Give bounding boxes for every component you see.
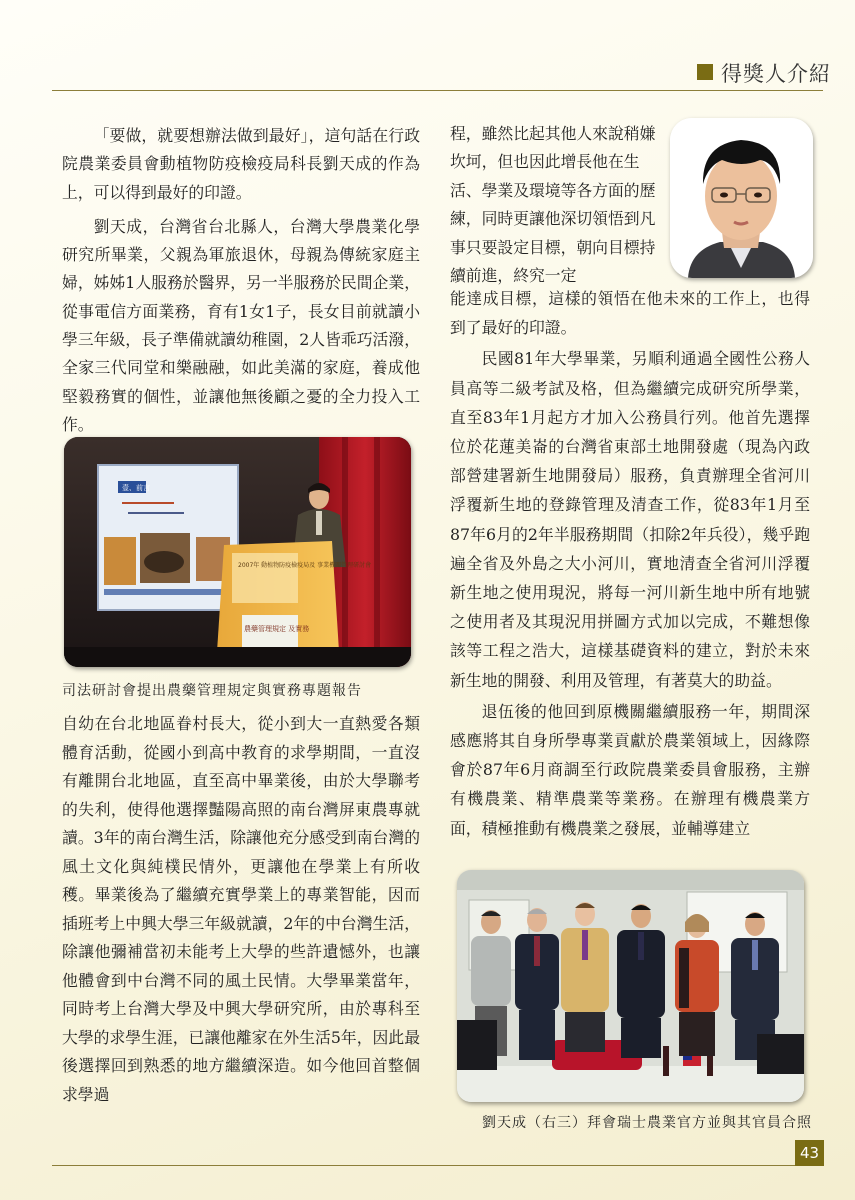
photo-group bbox=[457, 870, 804, 1102]
paragraph: 退伍後的他回到原機關繼續服務一年，期間深感應將其自身所學專業貢獻於農業領域上，因緣際會於87年6月商調至行政院農業委員會服務，主辦有機農業、精準農業等業務。在辦理有機農業方面，積極推動有機農業之發展，並輔導建立 bbox=[450, 701, 810, 838]
right-column-main bbox=[450, 284, 810, 843]
page-number: 43 bbox=[795, 1140, 824, 1166]
paragraph-continuation: 能達成目標，這樣的領悟在他未來的工作上，也得到了最好的印證。 bbox=[450, 289, 810, 338]
podium-text: 2007年 動植物防疫檢疫局及 事業機關管理研討會 bbox=[238, 562, 372, 569]
left-column-lower bbox=[62, 710, 420, 1109]
section-title: 得獎人介紹 bbox=[721, 62, 831, 86]
right-column-wrap-text: 程，雖然比起其他人來說稍嫌坎坷，但也因此增長他在生活、學業及環境等各方面的歷練，同時更讓他深切領悟到凡事只要設定目標，朝向目標持續前進，終究一定 bbox=[450, 124, 656, 286]
footer-divider bbox=[52, 1165, 823, 1166]
header-divider bbox=[52, 90, 823, 91]
paragraph: 自幼在台北地區眷村長大，從小到大一直熱愛各類體育活動，從國小到高中教育的求學期間，一直沒有離開台北地區，直至高中畢業後，由於大學聯考的失利，使得他選擇豔陽高照的南台灣屏東農專就讀。3年的南台灣生活，除讓他充分感受到南台灣的風土文化與純樸民情外，更讓他在學業上有所收穫。畢業後為了繼續充實學業上的專業智能，因而插班考上中興大學三年級就讀，2年的中台灣生活，除讓他彌補當初未能考上大學的些許遺憾外，也讓他體會到中台灣不同的風土民情。大學畢業當年，同時考上台灣大學及中興大學研究所，由於專科至大學的求學生涯，已讓他離家在外生活5年，因此最後選擇回到熟悉的地方繼續深造。如今他回首整個求學過 bbox=[62, 714, 420, 1104]
paragraph: 「要做，就要想辦法做到最好」，這句話在行政院農業委員會動植物防疫檢疫局科長劉天成的作為上，可以得到最好的印證。 bbox=[62, 126, 420, 202]
paragraph: 民國81年大學畢業，另順利通過全國性公務人員高等二級考試及格，但為繼續完成研究所學業，直至83年1月起方才加入公務員行列。他首先選擇位於花蓮美崙的台灣省東部土地開發處（現為內政部營建署新生地開發局）服務，負責辦理全省河川浮覆新生地的登錄管理及清查工作，從83年1月至87年6月的2年半服務期間（扣除2年兵役），幾乎跑遍全省及外島之大小河川，實地清查全省河川浮覆新生地之使用現況，將每一河川新生地中所有地號之使用者及其現況用拼圖方式加以完成，不難想像該等工程之浩大，這樣基礎資料的建立，對於未來新生地的開發、利用及管理，有著莫大的助益。 bbox=[450, 349, 810, 690]
photo-speaker-at-podium bbox=[64, 437, 411, 667]
podium-banner: 農藥管理規定 及實務 bbox=[244, 625, 310, 633]
paragraph: 劉天成，台灣省台北縣人，台灣大學農業化學研究所畢業，父親為軍旅退休，母親為傳統家庭主婦，姊姊1人服務於醫界，另一半服務於民間企業，從事電信方面業務，育有1女1子，長女目前就讀小學三年級，長子準備就讀幼稚園，2人皆乖巧活潑，全家三代同堂和樂融融，如此美滿的家庭，養成他堅毅務實的個性，並讓他無後顧之憂的全力投入工作。 bbox=[62, 216, 420, 434]
left-column-upper bbox=[62, 122, 420, 439]
photo2-caption: 劉天成（右三）拜會瑞士農業官方並與其官員合照 bbox=[482, 1115, 812, 1131]
photo1-caption: 司法研討會提出農藥管理規定與實務專題報告 bbox=[62, 683, 362, 699]
portrait-photo bbox=[670, 118, 813, 278]
slide-heading: 壹、前言 bbox=[122, 484, 150, 492]
section-marker bbox=[697, 64, 713, 80]
